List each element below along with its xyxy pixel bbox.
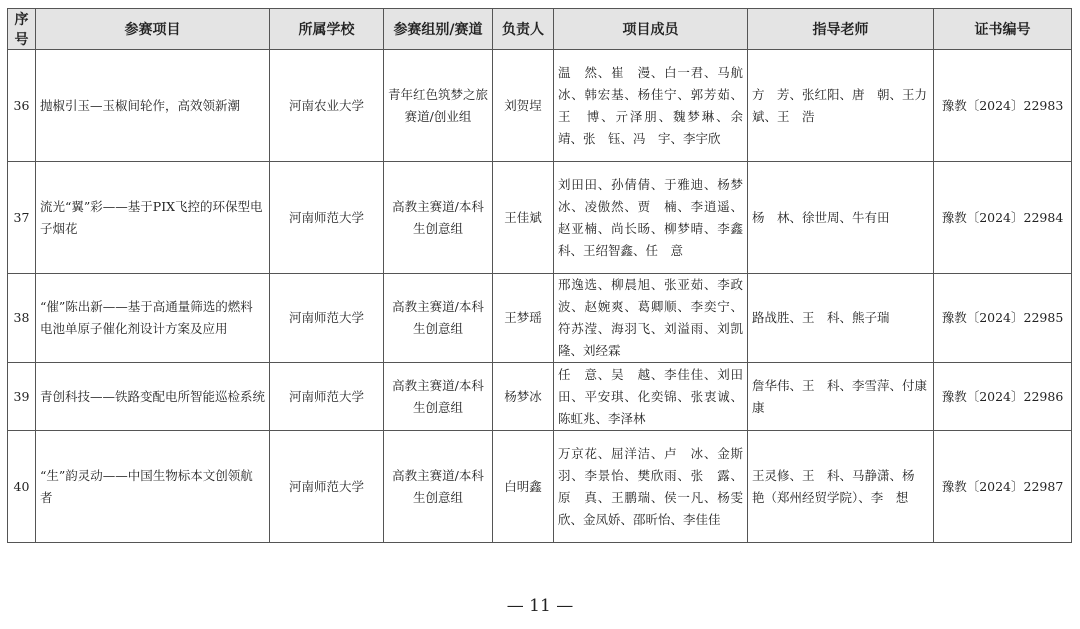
cell-project: “催”陈出新——基于高通量筛选的燃料电池单原子催化剂设计方案及应用 [36, 274, 270, 363]
cell-members: 刘田田、孙倩倩、于雅迪、杨梦冰、凌傲然、贾 楠、李逍遥、赵亚楠、尚长旸、柳梦晴、李鑫科、王绍智鑫、任 意 [554, 162, 748, 274]
cell-num: 38 [8, 274, 36, 363]
table-row [8, 50, 1072, 162]
cell-cert: 豫教〔2024〕22986 [934, 363, 1072, 431]
table-row [8, 162, 1072, 274]
cell-school: 河南师范大学 [270, 162, 384, 274]
page-number: — 11 — [506, 596, 574, 616]
table-row [8, 363, 1072, 431]
cell-members: 邢逸选、柳晨旭、张亚茹、李政波、赵婉爽、葛卿顺、李奕宁、符苏滢、海羽飞、刘溢雨、刘凯隆、刘经霖 [554, 274, 748, 363]
cell-num: 40 [8, 431, 36, 543]
header-leader: 负责人 [493, 9, 554, 50]
header-row [8, 9, 1072, 50]
cell-num: 39 [8, 363, 36, 431]
cell-project: “生”韵灵动——中国生物标本文创领航者 [36, 431, 270, 543]
header-members: 项目成员 [554, 9, 748, 50]
cell-num: 36 [8, 50, 36, 162]
cell-track: 青年红色筑梦之旅赛道/创业组 [384, 50, 493, 162]
cell-track: 高教主赛道/本科生创意组 [384, 274, 493, 363]
cell-leader: 刘贺埕 [493, 50, 554, 162]
cell-track: 高教主赛道/本科生创意组 [384, 363, 493, 431]
header-school: 所属学校 [270, 9, 384, 50]
cell-cert: 豫教〔2024〕22984 [934, 162, 1072, 274]
cell-advisors: 路战胜、王 科、熊子瑞 [748, 274, 934, 363]
cell-members: 万京花、屈洋洁、卢 冰、金斯羽、李景怡、樊欣雨、张 露、原 真、王鹏瑞、侯一凡、杨雯欣、金凤娇、邵昕怡、李佳佳 [554, 431, 748, 543]
cell-num: 37 [8, 162, 36, 274]
header-track: 参赛组别/赛道 [384, 9, 493, 50]
cell-leader: 杨梦冰 [493, 363, 554, 431]
cell-cert: 豫教〔2024〕22985 [934, 274, 1072, 363]
header-advisors: 指导老师 [748, 9, 934, 50]
cell-members: 任 意、吴 越、李佳佳、刘田田、平安琪、化奕锦、张衷诚、陈虹兆、李泽林 [554, 363, 748, 431]
cell-advisors: 王灵修、王 科、马静潇、杨 艳（郑州经贸学院）、李 想 [748, 431, 934, 543]
cell-project: 青创科技——铁路变配电所智能巡检系统 [36, 363, 270, 431]
cell-advisors: 杨 林、徐世周、牛有田 [748, 162, 934, 274]
cell-school: 河南师范大学 [270, 363, 384, 431]
cell-track: 高教主赛道/本科生创意组 [384, 162, 493, 274]
table-row [8, 431, 1072, 543]
cell-leader: 王佳斌 [493, 162, 554, 274]
header-project: 参赛项目 [36, 9, 270, 50]
cell-project: 流光“翼”彩——基于PIX飞控的环保型电子烟花 [36, 162, 270, 274]
cell-project: 抛椒引玉—玉椒间轮作，高效领新潮 [36, 50, 270, 162]
cell-advisors: 詹华伟、王 科、李雪萍、付康康 [748, 363, 934, 431]
cell-school: 河南农业大学 [270, 50, 384, 162]
cell-leader: 白明鑫 [493, 431, 554, 543]
cell-advisors: 方 芳、张红阳、唐 朝、王力斌、王 浩 [748, 50, 934, 162]
cell-cert: 豫教〔2024〕22983 [934, 50, 1072, 162]
header-num: 序号 [8, 9, 36, 50]
cell-school: 河南师范大学 [270, 274, 384, 363]
awards-table [7, 8, 1072, 543]
cell-school: 河南师范大学 [270, 431, 384, 543]
header-cert: 证书编号 [934, 9, 1072, 50]
cell-members: 温 然、崔 漫、白一君、马航冰、韩宏基、杨佳宁、郭芳茹、王 博、亓泽朋、魏梦琳、余 靖、张 钰、冯 宇、李宇欣 [554, 50, 748, 162]
cell-track: 高教主赛道/本科生创意组 [384, 431, 493, 543]
table-row [8, 274, 1072, 363]
cell-leader: 王梦瑶 [493, 274, 554, 363]
cell-cert: 豫教〔2024〕22987 [934, 431, 1072, 543]
